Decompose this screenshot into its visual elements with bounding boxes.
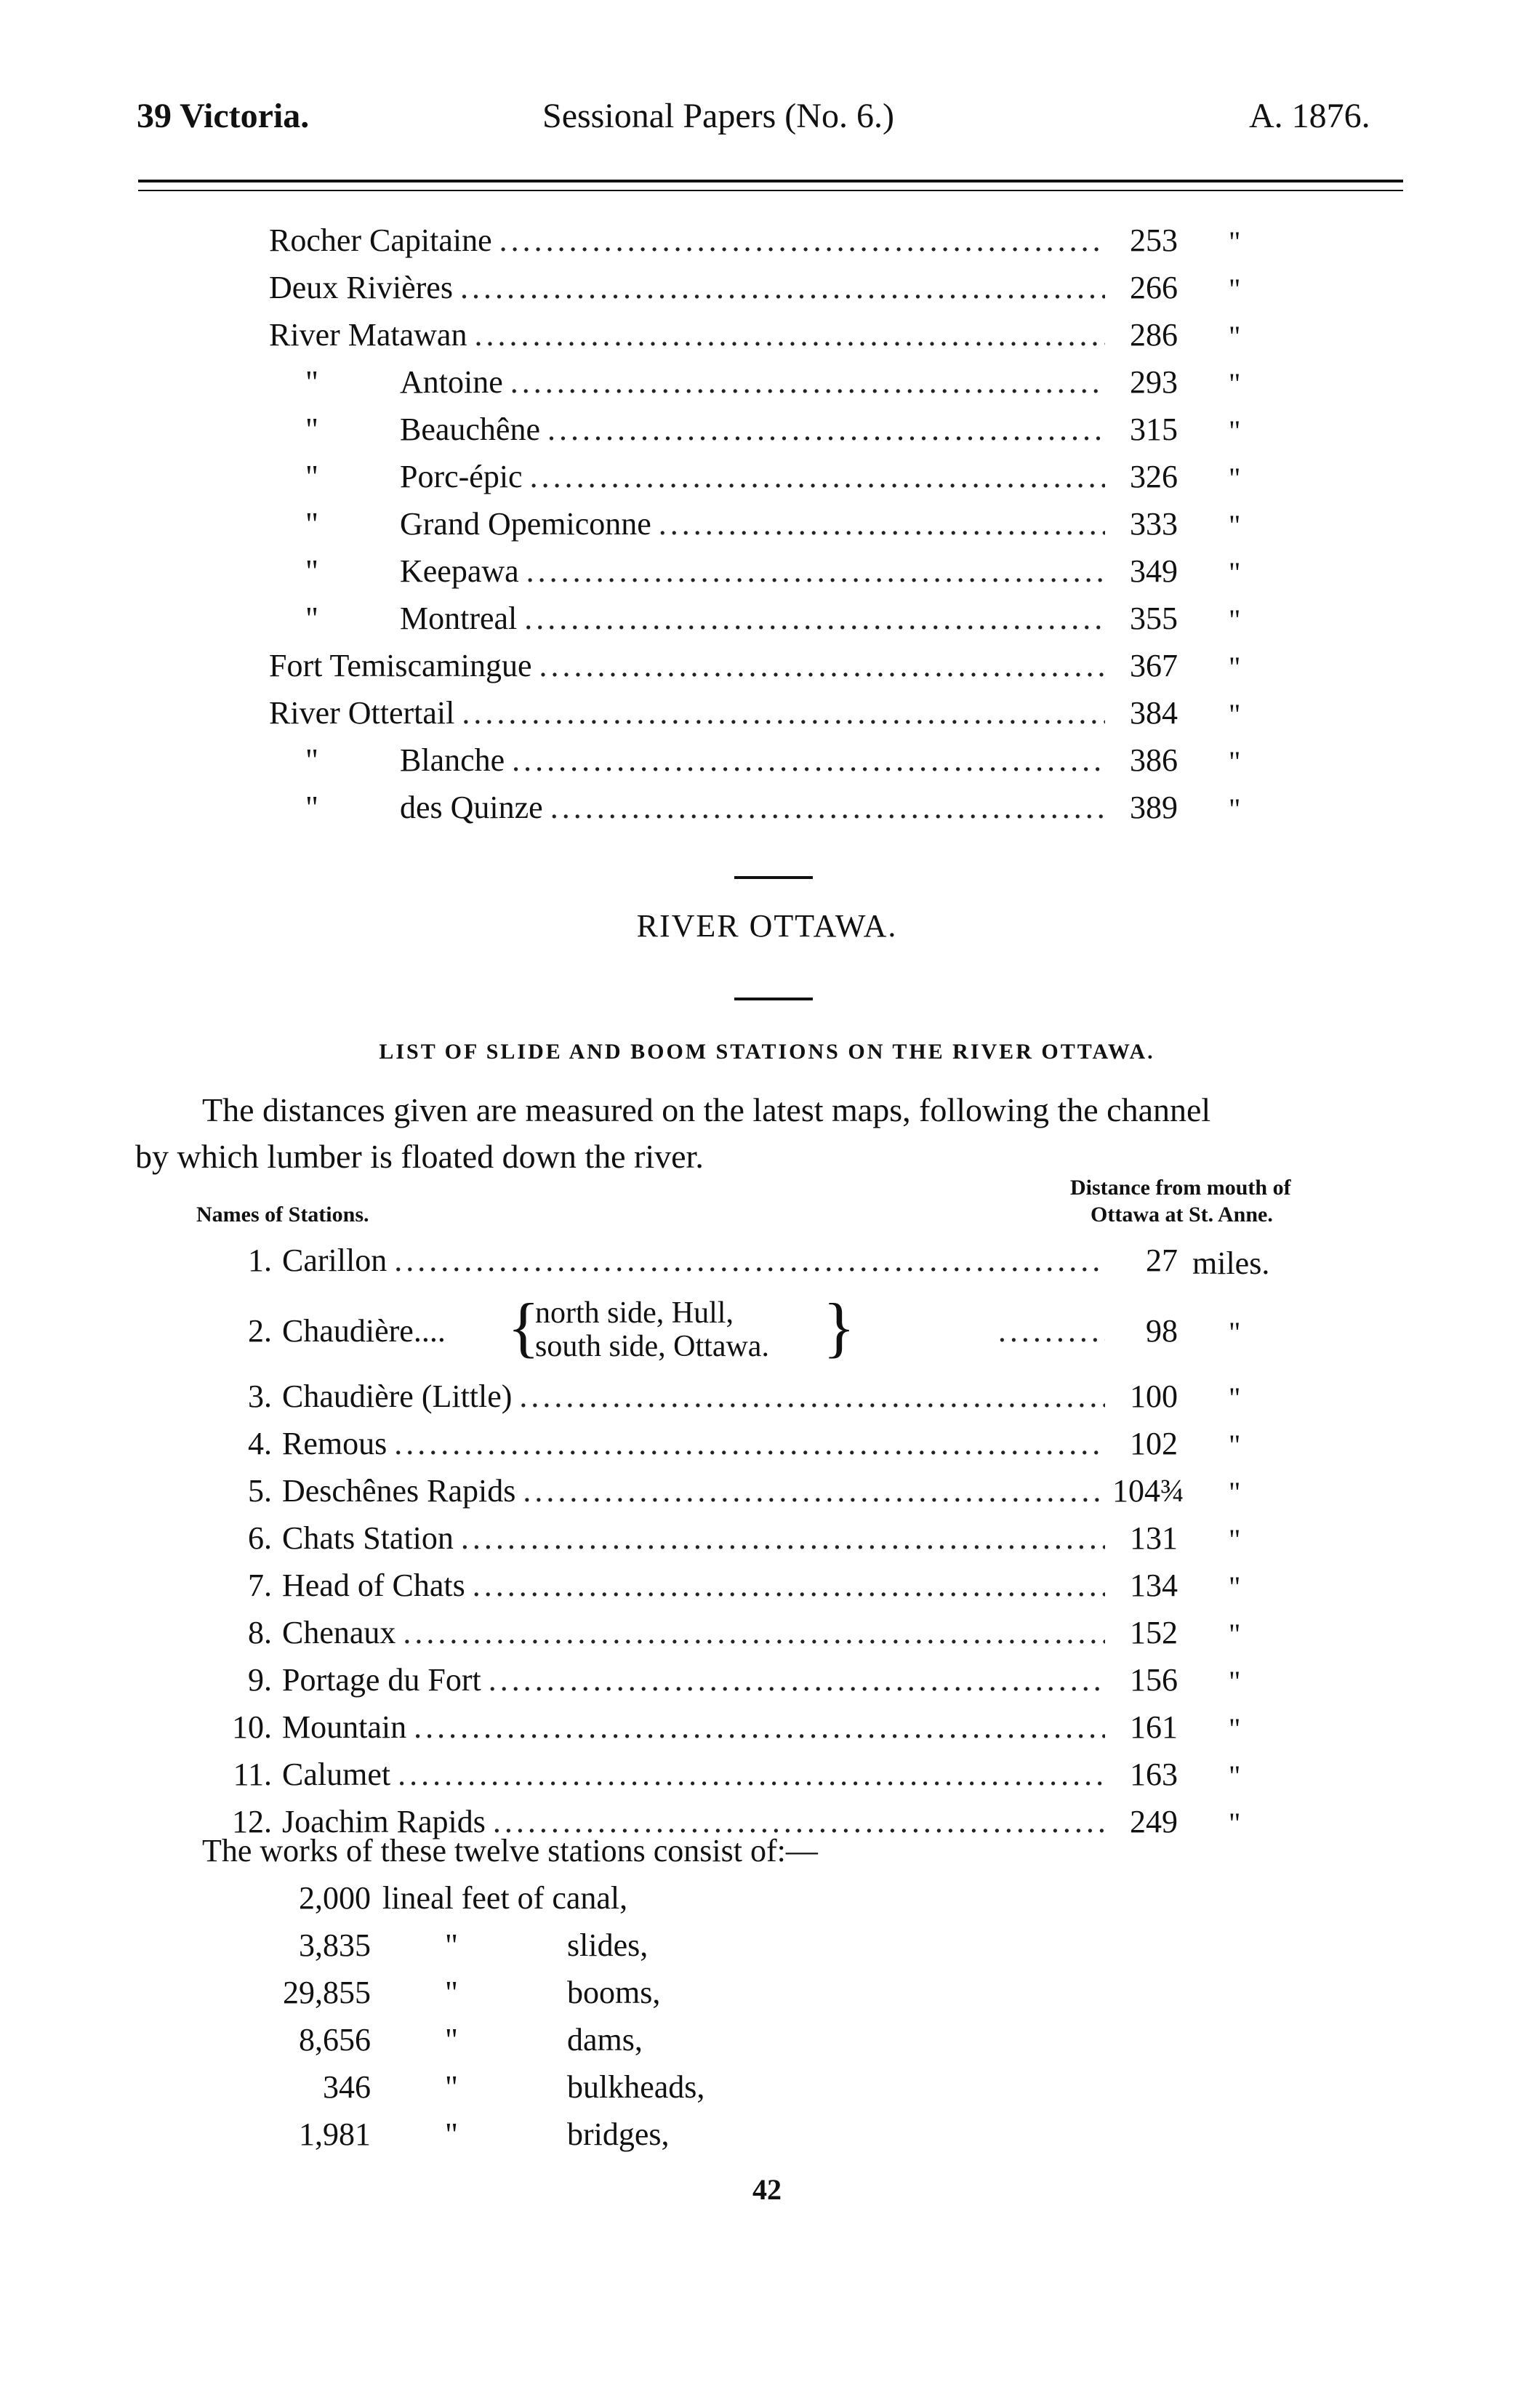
right-brace: } xyxy=(823,1290,856,1364)
station-number: 9. xyxy=(248,1662,272,1698)
ditto-mark: " xyxy=(1229,225,1241,258)
ditto-mark: " xyxy=(305,506,318,542)
ditto-mark: " xyxy=(1229,1807,1241,1839)
station-row xyxy=(269,364,1178,407)
list-title: LIST OF SLIDE AND BOOM STATIONS ON THE RIVER OTTAWA. xyxy=(379,1040,1155,1064)
works-item: bulkheads, xyxy=(567,2069,705,2105)
ditto-mark: " xyxy=(305,601,318,636)
station-distance: 131 xyxy=(1130,1520,1178,1556)
ditto-mark: " xyxy=(1229,367,1241,400)
works-quantity: 8,656 xyxy=(299,2022,371,2058)
station-distance: 161 xyxy=(1130,1709,1178,1745)
works-quantity: 1,981 xyxy=(299,2116,371,2152)
works-item: dams, xyxy=(567,2022,643,2058)
ditto-mark: " xyxy=(1229,1429,1241,1461)
station-distance: 349 xyxy=(1130,553,1178,589)
ditto-mark: " xyxy=(305,553,318,589)
station-row xyxy=(218,1520,1178,1563)
station-row xyxy=(269,458,1178,502)
section-title: RIVER OTTAWA. xyxy=(636,908,898,944)
station-number: 1. xyxy=(248,1243,272,1278)
station-name: Deux Rivières xyxy=(269,270,453,305)
station-row xyxy=(269,694,1178,738)
leader-dots xyxy=(489,1661,1105,1698)
ditto-mark: " xyxy=(1229,603,1241,636)
works-quantity: 2,000 xyxy=(299,1880,371,1916)
leader-dots xyxy=(474,316,1105,353)
header-rule xyxy=(138,180,1403,191)
ditto-mark: " xyxy=(1229,1759,1241,1792)
station-distance: 102 xyxy=(1130,1426,1178,1461)
station-name: Carillon xyxy=(282,1243,387,1278)
station-row xyxy=(269,269,1178,313)
works-intro: The works of these twelve stations consist of:— xyxy=(202,1833,818,1869)
leader-dots xyxy=(512,742,1105,779)
station-name: Porc-épic xyxy=(400,459,523,494)
station-number: 12. xyxy=(232,1804,272,1839)
station-row xyxy=(269,222,1178,265)
leader-dots xyxy=(398,1756,1105,1793)
ditto-mark: " xyxy=(1229,414,1241,447)
station-row xyxy=(269,742,1178,785)
leader-dots xyxy=(461,1520,1105,1557)
station-name: Joachim Rapids xyxy=(282,1804,486,1839)
ditto-mark: " xyxy=(305,364,318,400)
leader-dots xyxy=(550,789,1105,826)
ditto-mark: " xyxy=(445,2116,458,2152)
leader-dots xyxy=(499,222,1105,259)
station-number: 11. xyxy=(233,1757,272,1792)
intro-line-2: by which lumber is floated down the river. xyxy=(135,1138,704,1175)
station-row xyxy=(269,647,1178,691)
leader-dots xyxy=(510,364,1105,401)
station-distance: 367 xyxy=(1130,648,1178,683)
station-name: Beauchêne xyxy=(400,412,540,447)
station-distance: 134 xyxy=(1130,1568,1178,1603)
station-number: 6. xyxy=(248,1520,272,1556)
station-name: Chaudière.... xyxy=(282,1313,446,1349)
station-number: 5. xyxy=(248,1473,272,1509)
page-number: 42 xyxy=(752,2173,782,2206)
ditto-mark: " xyxy=(1229,509,1241,542)
ditto-mark: " xyxy=(1229,1570,1241,1603)
station-row xyxy=(218,1472,1184,1516)
station-distance: 355 xyxy=(1130,601,1178,636)
ditto-mark: " xyxy=(445,1975,458,2010)
station-name: Fort Temiscamingue xyxy=(269,648,532,683)
ditto-mark: " xyxy=(1229,792,1241,825)
ditto-mark: " xyxy=(1229,1316,1241,1349)
header-session: 39 Victoria. xyxy=(137,97,310,135)
station-name: des Quinze xyxy=(400,790,543,825)
intro-line-1: The distances given are measured on the latest maps, following the channel xyxy=(202,1091,1211,1128)
station-number: 7. xyxy=(248,1568,272,1603)
station-distance: 384 xyxy=(1130,695,1178,731)
station-distance: 286 xyxy=(1130,317,1178,353)
leader-dots xyxy=(530,458,1105,495)
station-name: Mountain xyxy=(282,1709,407,1745)
station-number: 3. xyxy=(248,1378,272,1414)
ditto-mark: " xyxy=(1229,556,1241,589)
station-distance: 104¾ xyxy=(1112,1473,1184,1509)
station-distance: 249 xyxy=(1130,1804,1178,1839)
station-row xyxy=(269,411,1178,454)
station-row xyxy=(269,316,1178,360)
ditto-mark: " xyxy=(1229,1665,1241,1698)
station-row xyxy=(269,505,1178,549)
column-header-names: Names of Stations. xyxy=(196,1203,369,1227)
ditto-mark: " xyxy=(1229,320,1241,353)
leader-dots xyxy=(460,269,1105,306)
leader-dots xyxy=(519,1378,1105,1415)
leader-dots xyxy=(659,505,1105,542)
works-item: bridges, xyxy=(567,2116,670,2152)
station-name: Grand Opemiconne xyxy=(400,506,651,542)
station-distance: 163 xyxy=(1130,1757,1178,1792)
ditto-mark: " xyxy=(305,742,318,778)
ditto-mark: " xyxy=(445,2022,458,2058)
station-name: River Ottertail xyxy=(269,695,455,731)
station-name: Chats Station xyxy=(282,1520,454,1556)
station-distance: 326 xyxy=(1130,459,1178,494)
distance-unit: miles. xyxy=(1192,1245,1270,1281)
station-distance: 333 xyxy=(1130,506,1178,542)
ditto-mark: " xyxy=(305,459,318,494)
ditto-mark: " xyxy=(1229,651,1241,683)
station-name: Antoine xyxy=(400,364,503,400)
station-row xyxy=(218,1378,1178,1421)
leader-dots xyxy=(414,1709,1105,1746)
section-divider-bottom xyxy=(734,998,813,1000)
station-distance: 293 xyxy=(1130,364,1178,400)
station-row xyxy=(269,553,1178,596)
chaudiere-south: south side, Ottawa. xyxy=(535,1330,769,1363)
leader-dots xyxy=(523,1472,1105,1509)
station-row xyxy=(218,1756,1178,1799)
works-item: slides, xyxy=(567,1927,648,1963)
ditto-mark: " xyxy=(1229,273,1241,305)
chaudiere-sides xyxy=(535,1296,769,1363)
left-brace: { xyxy=(507,1290,540,1364)
station-number: 4. xyxy=(248,1426,272,1461)
station-distance: 152 xyxy=(1130,1615,1178,1650)
leader-dots xyxy=(403,1614,1105,1651)
works-quantity: 346 xyxy=(323,2069,371,2105)
station-distance: 27 xyxy=(1146,1243,1178,1278)
station-row xyxy=(218,1242,1178,1285)
station-name: Calumet xyxy=(282,1757,391,1792)
station-row xyxy=(269,600,1178,643)
column-header-distance-2: Ottawa at St. Anne. xyxy=(1091,1203,1273,1227)
header-year: A. 1876. xyxy=(1249,97,1370,135)
station-name: River Matawan xyxy=(269,317,467,353)
station-name: Keepawa xyxy=(400,553,519,589)
station-name: Deschênes Rapids xyxy=(282,1473,516,1509)
ditto-mark: " xyxy=(1229,1712,1241,1745)
header-title: Sessional Papers (No. 6.) xyxy=(542,97,894,135)
station-name: Portage du Fort xyxy=(282,1662,481,1698)
station-number: 10. xyxy=(232,1709,272,1745)
station-row xyxy=(218,1614,1178,1658)
ditto-mark: " xyxy=(1229,698,1241,731)
station-row xyxy=(218,1709,1178,1752)
works-quantity: 29,855 xyxy=(283,1975,371,2010)
station-name: Montreal xyxy=(400,601,518,636)
leader-dots xyxy=(998,1312,1105,1349)
ditto-mark: " xyxy=(1229,1618,1241,1650)
station-name: Head of Chats xyxy=(282,1568,465,1603)
station-row xyxy=(218,1567,1178,1610)
ditto-mark: " xyxy=(305,412,318,447)
station-name: Rocher Capitaine xyxy=(269,222,492,258)
station-distance: 98 xyxy=(1146,1313,1178,1349)
column-header-distance-1: Distance from mouth of xyxy=(1070,1176,1291,1200)
station-name: Chaudière (Little) xyxy=(282,1378,513,1414)
station-number: 2. xyxy=(248,1313,272,1349)
station-row xyxy=(218,1425,1178,1469)
station-distance: 315 xyxy=(1130,412,1178,447)
leader-dots xyxy=(394,1242,1105,1279)
station-distance: 156 xyxy=(1130,1662,1178,1698)
station-distance: 253 xyxy=(1130,222,1178,258)
ditto-mark: " xyxy=(305,790,318,825)
works-item: booms, xyxy=(567,1975,661,2010)
ditto-mark: " xyxy=(445,2069,458,2105)
station-distance: 100 xyxy=(1130,1378,1178,1414)
station-row xyxy=(218,1661,1178,1705)
ditto-mark: " xyxy=(1229,745,1241,778)
station-name: Remous xyxy=(282,1426,387,1461)
station-distance: 389 xyxy=(1130,790,1178,825)
leader-dots xyxy=(547,411,1105,448)
leader-dots xyxy=(394,1425,1105,1462)
leader-dots xyxy=(524,600,1105,637)
station-number: 8. xyxy=(248,1615,272,1650)
section-divider-top xyxy=(734,876,813,879)
leader-dots xyxy=(539,647,1106,684)
ditto-mark: " xyxy=(1229,1523,1241,1556)
chaudiere-north: north side, Hull, xyxy=(535,1296,734,1330)
leader-dots xyxy=(462,694,1105,731)
ditto-mark: " xyxy=(1229,1476,1241,1509)
station-distance: 266 xyxy=(1130,270,1178,305)
station-row xyxy=(269,789,1178,832)
station-name: Chenaux xyxy=(282,1615,396,1650)
ditto-mark: " xyxy=(445,1927,458,1963)
leader-dots xyxy=(526,553,1105,590)
works-quantity: 3,835 xyxy=(299,1927,371,1963)
ditto-mark: " xyxy=(1229,462,1241,494)
station-distance: 386 xyxy=(1130,742,1178,778)
works-item: lineal feet of canal, xyxy=(382,1880,628,1916)
ditto-mark: " xyxy=(1229,1381,1241,1414)
station-name: Blanche xyxy=(400,742,505,778)
leader-dots xyxy=(473,1567,1105,1604)
